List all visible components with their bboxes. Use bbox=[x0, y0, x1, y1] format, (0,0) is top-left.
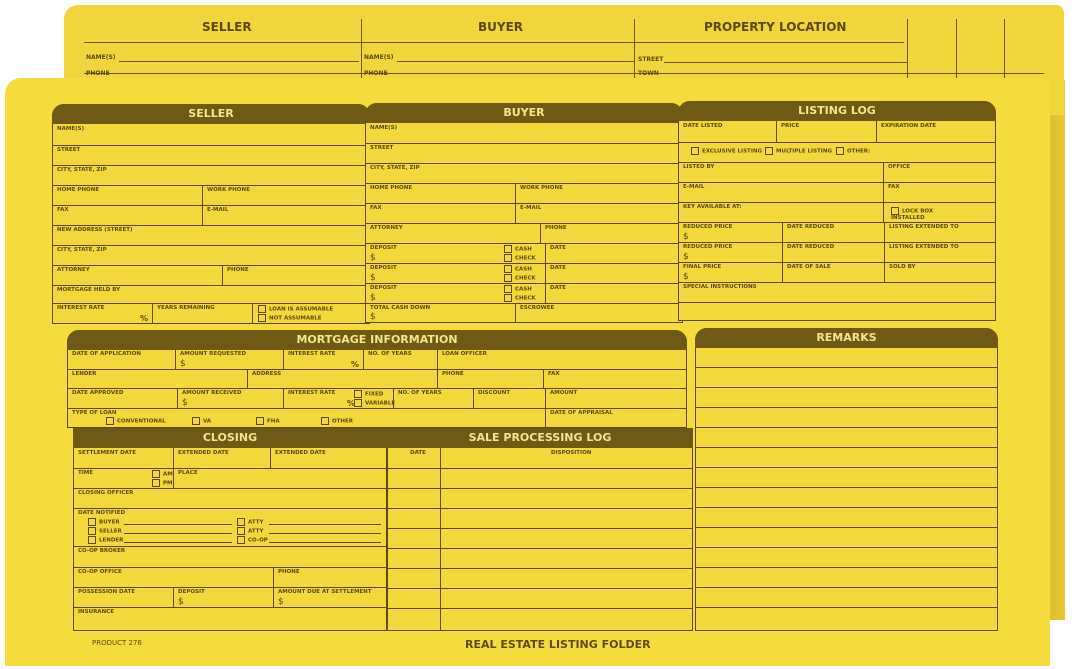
seller-attorney-field[interactable]: ATTORNEY bbox=[53, 265, 223, 285]
special-instructions-line-2[interactable] bbox=[679, 302, 995, 320]
discount-field[interactable]: DISCOUNT bbox=[474, 388, 546, 408]
office-field[interactable]: OFFICE bbox=[888, 164, 911, 170]
buyer-deposit-2-field[interactable]: DEPOSIT $ CASH CHECK bbox=[366, 263, 546, 283]
buyer-deposit-1-date-field[interactable]: DATE bbox=[550, 245, 566, 251]
key-available-field[interactable]: KEY AVAILABLE AT: bbox=[679, 202, 884, 222]
coop-broker-field[interactable]: CO-OP BROKER bbox=[74, 546, 386, 568]
type-of-loan-field: TYPE OF LOAN CONVENTIONAL VA FHA OTHER bbox=[68, 408, 546, 427]
lender-field[interactable]: LENDER bbox=[68, 369, 248, 388]
reduced-price-1-field[interactable]: REDUCED PRICE $ bbox=[679, 222, 783, 242]
date-reduced-1-field[interactable]: DATE REDUCED bbox=[783, 222, 885, 242]
lock-box-checkbox[interactable]: LOCK BOX INSTALLED bbox=[891, 208, 934, 221]
listing-email-field[interactable]: E-MAIL bbox=[679, 182, 884, 202]
buyer-panel bbox=[365, 103, 683, 323]
deposit-2-cash-checkbox[interactable]: CASH bbox=[504, 265, 532, 273]
date-of-application-field[interactable]: DATE OF APPLICATION bbox=[68, 349, 176, 369]
back-buyer-phone-label: PHONE bbox=[364, 70, 388, 77]
loan-officer-field[interactable]: LOAN OFFICER bbox=[442, 351, 487, 357]
listing-extended-2-field[interactable]: LISTING EXTENDED TO bbox=[889, 244, 959, 250]
mortgage-no-of-years-field[interactable]: NO. OF YEARS bbox=[364, 349, 438, 369]
buyer-deposit-3-date-field[interactable]: DATE bbox=[550, 285, 566, 291]
extended-date-2-field[interactable]: EXTENDED DATE bbox=[275, 450, 326, 456]
deposit-1-cash-checkbox[interactable]: CASH bbox=[504, 245, 532, 253]
back-buyer-heading: BUYER bbox=[478, 20, 524, 34]
back-seller-names-label: NAME(S) bbox=[86, 54, 116, 61]
date-reduced-2-field[interactable]: DATE REDUCED bbox=[783, 242, 885, 262]
seller-years-remaining-field[interactable]: YEARS REMAINING bbox=[153, 303, 253, 323]
extended-date-1-field[interactable]: EXTENDED DATE bbox=[174, 448, 271, 468]
closing-officer-field[interactable]: CLOSING OFFICER bbox=[74, 488, 386, 509]
listing-fax-field[interactable]: FAX bbox=[888, 184, 900, 190]
lender-address-field[interactable]: ADDRESS bbox=[248, 369, 438, 388]
buyer-work-phone-field[interactable]: WORK PHONE bbox=[520, 185, 563, 191]
seller-names-field[interactable]: NAME(S) bbox=[53, 124, 369, 146]
deposit-3-check-checkbox[interactable]: CHECK bbox=[504, 294, 536, 302]
remarks-heading: REMARKS bbox=[695, 328, 998, 348]
product-number: PRODUCT 276 bbox=[92, 639, 142, 647]
not-assumable-checkbox[interactable]: NOT ASSUMABLE bbox=[258, 314, 322, 322]
buyer-deposit-3-field[interactable]: DEPOSIT $ CASH CHECK bbox=[366, 283, 546, 303]
settlement-date-field[interactable]: SETTLEMENT DATE bbox=[74, 448, 174, 468]
approved-interest-rate-field[interactable]: INTEREST RATE % FIXED VARIABLE bbox=[284, 388, 394, 408]
notified-buyer-checkbox[interactable]: BUYER bbox=[88, 518, 120, 526]
fixed-rate-checkbox[interactable]: FIXED bbox=[354, 390, 383, 398]
back-seller-phone-label: PHONE bbox=[86, 70, 110, 77]
seller-mortgage-held-field[interactable]: MORTGAGE HELD BY bbox=[53, 285, 369, 304]
possession-date-field[interactable]: POSSESSION DATE bbox=[74, 587, 174, 607]
buyer-escrowee-field[interactable]: ESCROWEE bbox=[520, 305, 555, 311]
closing-time-field[interactable]: TIME AM PM bbox=[74, 468, 174, 488]
special-instructions-field[interactable]: SPECIAL INSTRUCTIONS bbox=[679, 282, 995, 303]
seller-city-field[interactable]: CITY, STATE, ZIP bbox=[53, 165, 369, 186]
mortgage-panel bbox=[67, 330, 687, 428]
closing-place-field[interactable]: PLACE bbox=[178, 470, 198, 476]
date-approved-field[interactable]: DATE APPROVED bbox=[68, 388, 178, 408]
notified-atty-1-checkbox[interactable]: ATTY bbox=[237, 518, 263, 526]
other-listing-checkbox[interactable]: OTHER: bbox=[836, 147, 870, 155]
seller-heading: SELLER bbox=[52, 104, 370, 124]
sale-log-disposition-column: DISPOSITION bbox=[551, 450, 592, 456]
back-seller-heading: SELLER bbox=[202, 20, 252, 34]
listing-log-heading: LISTING LOG bbox=[678, 101, 996, 121]
sale-log-date-column: DATE bbox=[410, 450, 426, 456]
sale-log-heading: SALE PROCESSING LOG bbox=[387, 428, 693, 448]
coop-office-field[interactable]: CO-OP OFFICE bbox=[74, 567, 274, 587]
coop-phone-field[interactable]: PHONE bbox=[278, 569, 300, 575]
back-town-label: TOWN bbox=[638, 70, 659, 77]
date-of-sale-field[interactable]: DATE OF SALE bbox=[783, 262, 885, 282]
seller-email-field[interactable]: E-MAIL bbox=[207, 207, 229, 213]
buyer-attorney-field[interactable]: ATTORNEY bbox=[366, 223, 541, 243]
lender-phone-field[interactable]: PHONE bbox=[438, 369, 544, 388]
insurance-field[interactable]: INSURANCE bbox=[78, 609, 114, 615]
seller-new-city-field[interactable]: CITY, STATE, ZIP bbox=[53, 245, 369, 266]
sale-log-panel bbox=[387, 428, 693, 631]
mortgage-heading: MORTGAGE INFORMATION bbox=[67, 330, 687, 350]
notified-seller-checkbox[interactable]: SELLER bbox=[88, 527, 122, 535]
buyer-street-field[interactable]: STREET bbox=[366, 143, 682, 164]
buyer-deposit-2-date-field[interactable]: DATE bbox=[550, 265, 566, 271]
seller-fax-field[interactable]: FAX bbox=[53, 205, 203, 225]
loan-assumable-checkbox[interactable]: LOAN IS ASSUMABLE bbox=[258, 305, 333, 313]
buyer-fax-field[interactable]: FAX bbox=[366, 203, 516, 223]
seller-new-address-field[interactable]: NEW ADDRESS (STREET) bbox=[53, 225, 369, 246]
reduced-price-2-field[interactable]: REDUCED PRICE $ bbox=[679, 242, 783, 262]
folder-title: REAL ESTATE LISTING FOLDER bbox=[465, 638, 651, 651]
date-notified-section: DATE NOTIFIED BUYER SELLER LENDER ATTY ATTY CO-OP bbox=[74, 508, 386, 547]
seller-panel bbox=[52, 104, 370, 324]
approved-no-of-years-field[interactable]: NO. OF YEARS bbox=[394, 388, 474, 408]
listing-log-panel bbox=[678, 101, 996, 321]
buyer-home-phone-field[interactable]: HOME PHONE bbox=[366, 183, 516, 203]
notified-coop-checkbox[interactable]: CO-OP bbox=[237, 536, 268, 544]
amount-field[interactable]: AMOUNT bbox=[550, 390, 578, 396]
closing-panel bbox=[73, 428, 387, 631]
sold-by-field[interactable]: SOLD BY bbox=[889, 264, 916, 270]
closing-heading: CLOSING bbox=[73, 428, 387, 448]
fha-checkbox[interactable]: FHA bbox=[256, 417, 280, 425]
pm-checkbox[interactable]: PM bbox=[152, 479, 173, 487]
seller-home-phone-field[interactable]: HOME PHONE bbox=[53, 185, 203, 205]
conventional-checkbox[interactable]: CONVENTIONAL bbox=[106, 417, 166, 425]
date-of-appraisal-field[interactable]: DATE OF APPRAISAL bbox=[550, 410, 613, 416]
seller-work-phone-field[interactable]: WORK PHONE bbox=[207, 187, 250, 193]
notified-lender-checkbox[interactable]: LENDER bbox=[88, 536, 123, 544]
listed-by-field[interactable]: LISTED BY bbox=[679, 162, 884, 182]
buyer-city-field[interactable]: CITY, STATE, ZIP bbox=[366, 163, 682, 184]
am-checkbox[interactable]: AM bbox=[152, 470, 173, 478]
buyer-total-cash-down-field[interactable]: TOTAL CASH DOWN $ bbox=[366, 303, 516, 322]
back-property-heading: PROPERTY LOCATION bbox=[704, 20, 847, 34]
amount-requested-field[interactable]: AMOUNT REQUESTED $ bbox=[176, 349, 284, 369]
variable-rate-checkbox[interactable]: VARIABLE bbox=[354, 399, 395, 407]
date-listed-field[interactable]: DATE LISTED bbox=[679, 121, 777, 142]
buyer-email-field[interactable]: E-MAIL bbox=[520, 205, 542, 211]
back-buyer-names-label: NAME(S) bbox=[364, 54, 394, 61]
remarks-panel[interactable] bbox=[695, 328, 998, 631]
deposit-1-check-checkbox[interactable]: CHECK bbox=[504, 254, 536, 262]
deposit-3-cash-checkbox[interactable]: CASH bbox=[504, 285, 532, 293]
seller-street-field[interactable]: STREET bbox=[53, 145, 369, 166]
buyer-heading: BUYER bbox=[365, 103, 683, 123]
buyer-names-field[interactable]: NAME(S) bbox=[366, 123, 682, 144]
lender-fax-field[interactable]: FAX bbox=[548, 371, 560, 377]
buyer-attorney-phone-field[interactable]: PHONE bbox=[545, 225, 567, 231]
back-street-label: STREET bbox=[638, 56, 664, 63]
seller-interest-rate-field[interactable]: INTEREST RATE % bbox=[53, 303, 153, 323]
expiration-date-field[interactable]: EXPIRATION DATE bbox=[881, 123, 937, 129]
amount-received-field[interactable]: AMOUNT RECEIVED $ bbox=[178, 388, 284, 408]
buyer-deposit-1-field[interactable]: DEPOSIT $ CASH CHECK bbox=[366, 243, 546, 263]
amount-due-field[interactable]: AMOUNT DUE AT SETTLEMENT $ bbox=[278, 589, 372, 607]
va-checkbox[interactable]: VA bbox=[192, 417, 211, 425]
deposit-2-check-checkbox[interactable]: CHECK bbox=[504, 274, 536, 282]
mortgage-interest-rate-field[interactable]: INTEREST RATE % bbox=[284, 349, 364, 369]
exclusive-listing-checkbox[interactable]: EXCLUSIVE LISTING bbox=[691, 147, 762, 155]
price-field[interactable]: PRICE bbox=[777, 121, 877, 142]
listing-extended-1-field[interactable]: LISTING EXTENDED TO bbox=[889, 224, 959, 230]
final-price-field[interactable]: FINAL PRICE $ bbox=[679, 262, 783, 282]
closing-deposit-field[interactable]: DEPOSIT $ bbox=[174, 587, 274, 607]
notified-atty-2-checkbox[interactable]: ATTY bbox=[237, 527, 263, 535]
seller-attorney-phone-field[interactable]: PHONE bbox=[227, 267, 249, 273]
other-loan-checkbox[interactable]: OTHER bbox=[321, 417, 353, 425]
multiple-listing-checkbox[interactable]: MULTIPLE LISTING bbox=[765, 147, 832, 155]
